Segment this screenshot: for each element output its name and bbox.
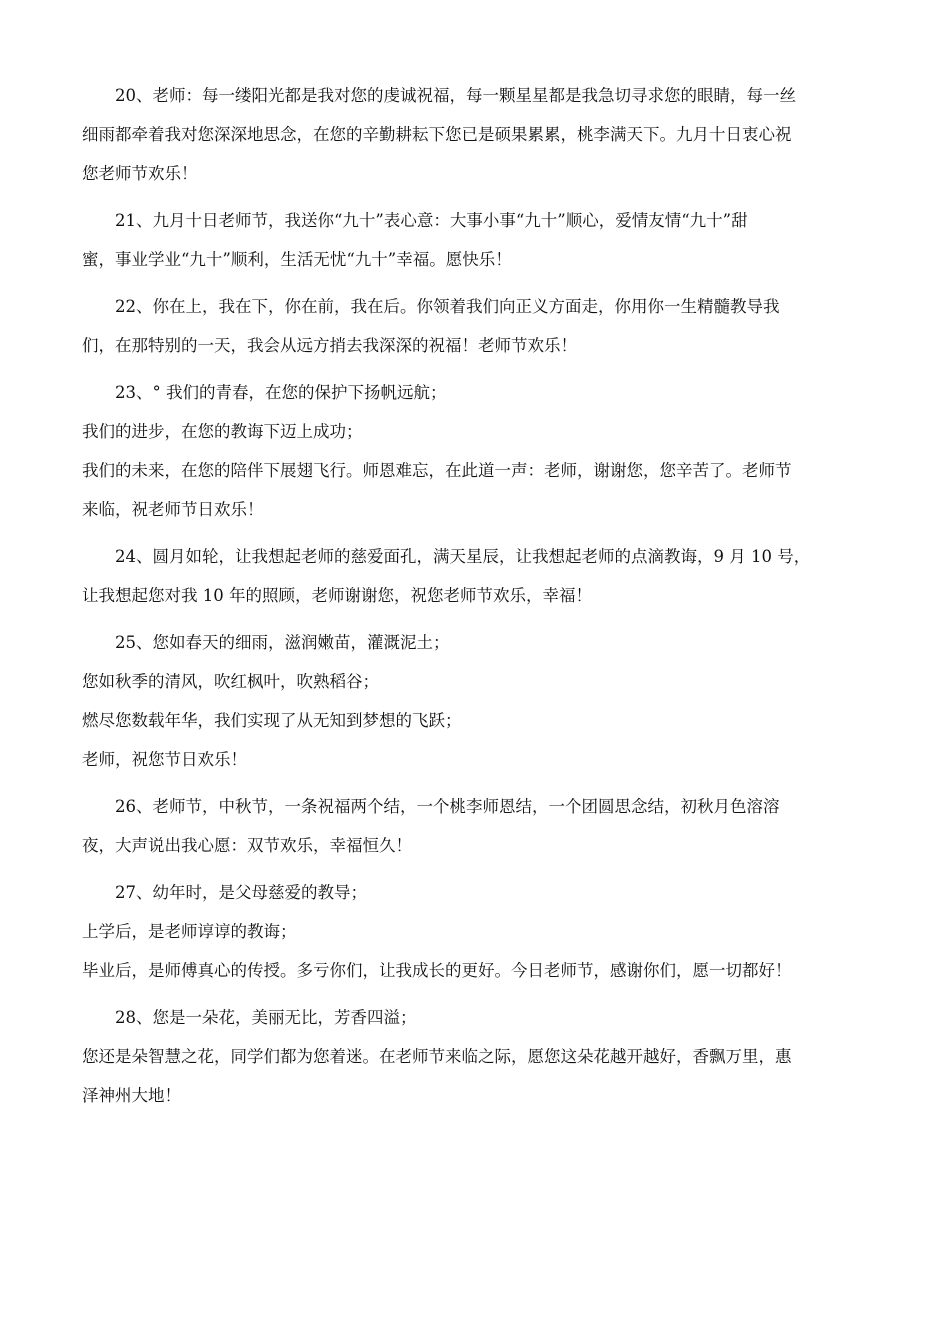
paragraph-line: 毕业后，是师傅真心的传授。多亏你们，让我成长的更好。今日老师节，感谢你们，愿一切都好！: [82, 961, 792, 980]
paragraph-line: 25、您如春天的细雨，滋润嫩苗，灌溉泥土；: [115, 633, 450, 652]
paragraph-line: 27、幼年时，是父母慈爱的教导；: [115, 883, 367, 902]
greeting-paragraph-28: [82, 998, 862, 1115]
paragraph-line: 您如秋季的清风，吹红枫叶，吹熟稻谷；: [82, 672, 379, 691]
paragraph-line: 21、九月十日老师节，我送你“九十”表心意：大事小事“九十”顺心，爱情友情“九十”甜: [115, 211, 748, 230]
paragraph-line: 夜，大声说出我心愿：双节欢乐，幸福恒久！: [82, 836, 412, 855]
paragraph-line: 上学后，是老师谆谆的教诲；: [82, 922, 297, 941]
paragraph-line: 来临，祝老师节日欢乐！: [82, 500, 264, 519]
paragraph-line: 22、你在上，我在下，你在前，我在后。你领着我们向正义方面走，你用你一生精髓教导我: [115, 297, 780, 316]
paragraph-line: 让我想起您对我 10 年的照顾，老师谢谢您，祝您老师节欢乐，幸福！: [82, 586, 592, 605]
paragraph-line: 燃尽您数载年华，我们实现了从无知到梦想的飞跃；: [82, 711, 462, 730]
paragraph-line: 23、° 我们的青春，在您的保护下扬帆远航；: [115, 383, 447, 402]
paragraph-line: 我们的未来，在您的陪伴下展翅飞行。师恩难忘，在此道一声：老师，谢谢您，您辛苦了。老师节: [82, 461, 792, 480]
paragraph-line: 您还是朵智慧之花，同学们都为您着迷。在老师节来临之际，愿您这朵花越开越好，香飘万里，惠: [82, 1047, 792, 1066]
greeting-paragraph-23: [82, 373, 862, 529]
paragraph-line: 我们的进步，在您的教诲下迈上成功；: [82, 422, 363, 441]
paragraph-line: 细雨都牵着我对您深深地思念，在您的辛勤耕耘下您已是硕果累累，桃李满天下。九月十日衷心祝: [82, 125, 792, 144]
paragraph-line: 24、圆月如轮，让我想起老师的慈爱面孔，满天星辰，让我想起老师的点滴教诲，9 月 10 号，: [115, 547, 811, 566]
greeting-paragraph-26: [82, 787, 862, 865]
greeting-paragraph-20: [82, 76, 862, 193]
greeting-paragraph-22: [82, 287, 862, 365]
paragraph-line: 们，在那特别的一天，我会从远方捎去我深深的祝福！老师节欢乐！: [82, 336, 577, 355]
paragraph-line: 28、您是一朵花，美丽无比，芳香四溢；: [115, 1008, 417, 1027]
greeting-paragraph-21: [82, 201, 862, 279]
paragraph-line: 您老师节欢乐！: [82, 164, 198, 183]
document-page: [82, 76, 862, 1123]
paragraph-line: 泽神州大地！: [82, 1086, 181, 1105]
paragraph-line: 蜜，事业学业“九十”顺利，生活无忧“九十”幸福。愿快乐！: [82, 250, 512, 269]
greeting-paragraph-27: [82, 873, 862, 990]
greeting-paragraph-25: [82, 623, 862, 779]
greeting-paragraph-24: [82, 537, 862, 615]
paragraph-line: 老师，祝您节日欢乐！: [82, 750, 247, 769]
paragraph-line: 20、老师：每一缕阳光都是我对您的虔诚祝福，每一颗星星都是我急切寻求您的眼睛，每一丝: [115, 86, 796, 105]
paragraph-line: 26、老师节，中秋节，一条祝福两个结，一个桃李师恩结，一个团圆思念结，初秋月色溶溶: [115, 797, 780, 816]
